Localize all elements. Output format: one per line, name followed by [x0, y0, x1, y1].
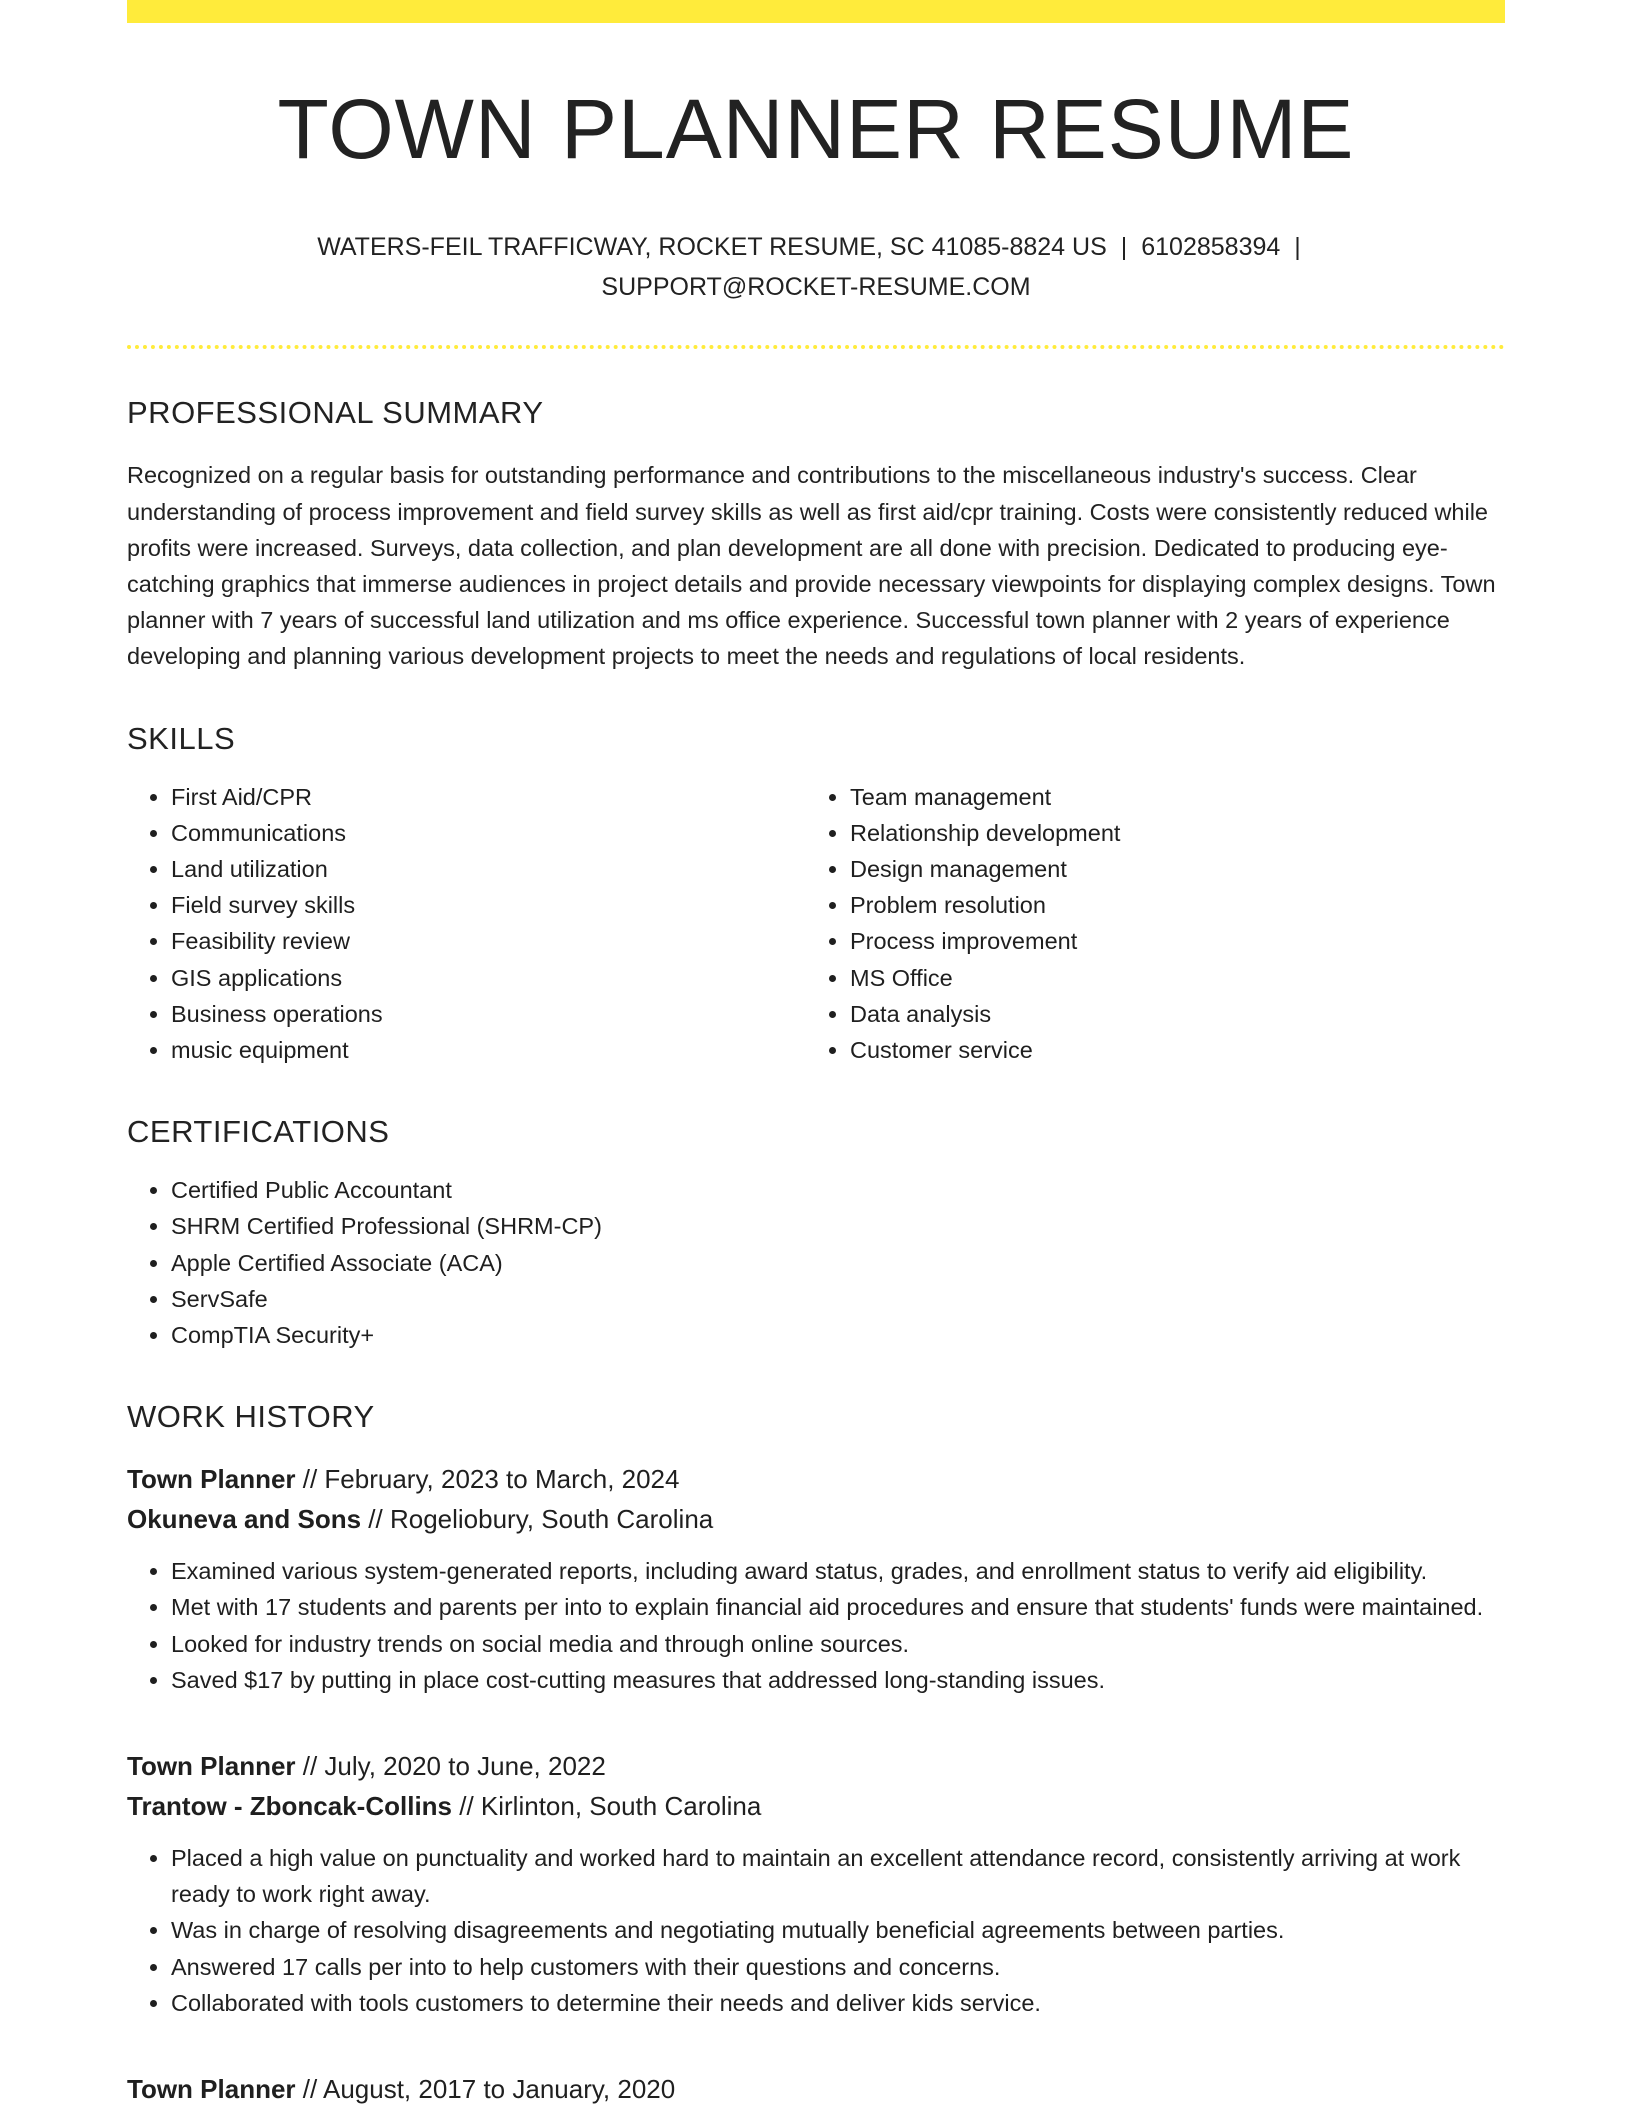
certification-item: • Certified Public Accountant: [171, 1172, 1505, 1208]
skill-item: • Team management: [850, 779, 1485, 815]
job-bullet: • Looked for industry trends on social media and through online sources.: [171, 1626, 1505, 1662]
skill-item: • Problem resolution: [850, 887, 1485, 923]
certifications-list: [127, 1172, 1505, 1353]
job-title: Town Planner: [127, 1751, 296, 1782]
job-company-line: [127, 1786, 1505, 1826]
job-dates: // February, 2023 to March, 2024: [295, 1464, 680, 1495]
skills-section: [127, 721, 1505, 1069]
job-bullet: • Placed a high value on punctuality and worked hard to maintain an excellent attendance record, consistently arriving at work ready to work right away.: [171, 1840, 1505, 1912]
job-bullets: [127, 1840, 1505, 2021]
contact-separator: |: [1294, 233, 1301, 262]
skills-list-left: [127, 779, 806, 1069]
dotted-divider: [127, 345, 1505, 349]
certification-item: • SHRM Certified Professional (SHRM-CP): [171, 1208, 1505, 1244]
job-company: Trantow - Zboncak-Collins: [127, 1791, 453, 1822]
contact-separator: |: [1120, 233, 1128, 262]
skills-list-right: [806, 779, 1485, 1069]
job-dates: // July, 2020 to June, 2022: [295, 1751, 606, 1782]
work-history-section: [127, 1399, 1505, 2109]
job-company: Okuneva and Sons: [127, 1504, 362, 1535]
certifications-section: [127, 1114, 1505, 1353]
job-title-line: [127, 2069, 1505, 2109]
job-bullet: • Collaborated with tools customers to determine their needs and deliver kids service.: [171, 1985, 1505, 2021]
work-history-heading: WORK HISTORY: [127, 1399, 375, 1435]
skill-item: • Field survey skills: [171, 887, 806, 923]
certifications-heading: CERTIFICATIONS: [127, 1114, 390, 1150]
skills-grid: [127, 779, 1505, 1069]
page-title: TOWN PLANNER RESUME: [277, 82, 1355, 176]
skill-item: • Customer service: [850, 1032, 1485, 1068]
certification-item: • ServSafe: [171, 1281, 1505, 1317]
job-bullet: • Examined various system-generated reports, including award status, grades, and enrollment status to verify aid eligibility.: [171, 1553, 1505, 1589]
job-entry: [127, 1746, 1505, 2021]
job-location: // Rogeliobury, South Carolina: [361, 1504, 714, 1535]
job-title: Town Planner: [127, 2074, 296, 2105]
skill-item: • Feasibility review: [171, 923, 806, 959]
contact-phone: 6102858394: [1141, 233, 1281, 262]
certification-item: • Apple Certified Associate (ACA): [171, 1245, 1505, 1281]
skill-item: • Land utilization: [171, 851, 806, 887]
contact-info: [256, 227, 1376, 307]
summary-text: Recognized on a regular basis for outstanding performance and contributions to the miscellaneous industry's success. Clear understanding of process improvement and field survey skills as well as first aid/cpr training. Costs were consistently reduced while profits were increased. Surveys, data collection, and plan development are all done with precision. Dedicated to producing eye-catching graphics that immerse audiences in project details and provide necessary viewpoints for displaying complex designs. Town planner with 7 years of successful land utilization and ms office experience. Successful town planner with 2 years of experience developing and planning various development projects to meet the needs and regulations of local residents.: [127, 462, 1496, 670]
job-title: Town Planner: [127, 1464, 296, 1495]
contact-address: WATERS-FEIL TRAFFICWAY, ROCKET RESUME, SC 41085-8824 US: [317, 233, 1107, 262]
job-dates: // August, 2017 to January, 2020: [295, 2074, 676, 2105]
skill-item: • MS Office: [850, 960, 1485, 996]
job-bullet: • Met with 17 students and parents per into to explain financial aid procedures and ensure that students' funds were maintained.: [171, 1589, 1505, 1625]
job-company-line: [127, 1499, 1505, 1539]
job-bullet: • Saved $17 by putting in place cost-cutting measures that addressed long-standing issues.: [171, 1662, 1505, 1698]
summary-section: [127, 395, 1505, 674]
skill-item: • First Aid/CPR: [171, 779, 806, 815]
contact-email: SUPPORT@ROCKET-RESUME.COM: [601, 273, 1031, 302]
job-title-line: [127, 1459, 1505, 1499]
job-bullet: • Was in charge of resolving disagreements and negotiating mutually beneficial agreements between parties.: [171, 1912, 1505, 1948]
job-bullet: • Answered 17 calls per into to help customers with their questions and concerns.: [171, 1949, 1505, 1985]
accent-top-bar: [127, 0, 1505, 23]
skill-item: • music equipment: [171, 1032, 806, 1068]
job-title-line: [127, 1746, 1505, 1786]
skill-item: • Relationship development: [850, 815, 1485, 851]
skill-item: • Business operations: [171, 996, 806, 1032]
skill-item: • Communications: [171, 815, 806, 851]
skill-item: • Process improvement: [850, 923, 1485, 959]
certification-item: • CompTIA Security+: [171, 1317, 1505, 1353]
summary-heading: PROFESSIONAL SUMMARY: [127, 395, 544, 431]
skill-item: • Design management: [850, 851, 1485, 887]
skills-heading: SKILLS: [127, 720, 236, 756]
job-location: // Kirlinton, South Carolina: [452, 1791, 762, 1822]
job-bullets: [127, 1553, 1505, 1698]
resume-page: [127, 0, 1505, 2109]
job-entry: [127, 1459, 1505, 1698]
skill-item: • Data analysis: [850, 996, 1485, 1032]
job-entry: [127, 2069, 1505, 2109]
skill-item: • GIS applications: [171, 960, 806, 996]
